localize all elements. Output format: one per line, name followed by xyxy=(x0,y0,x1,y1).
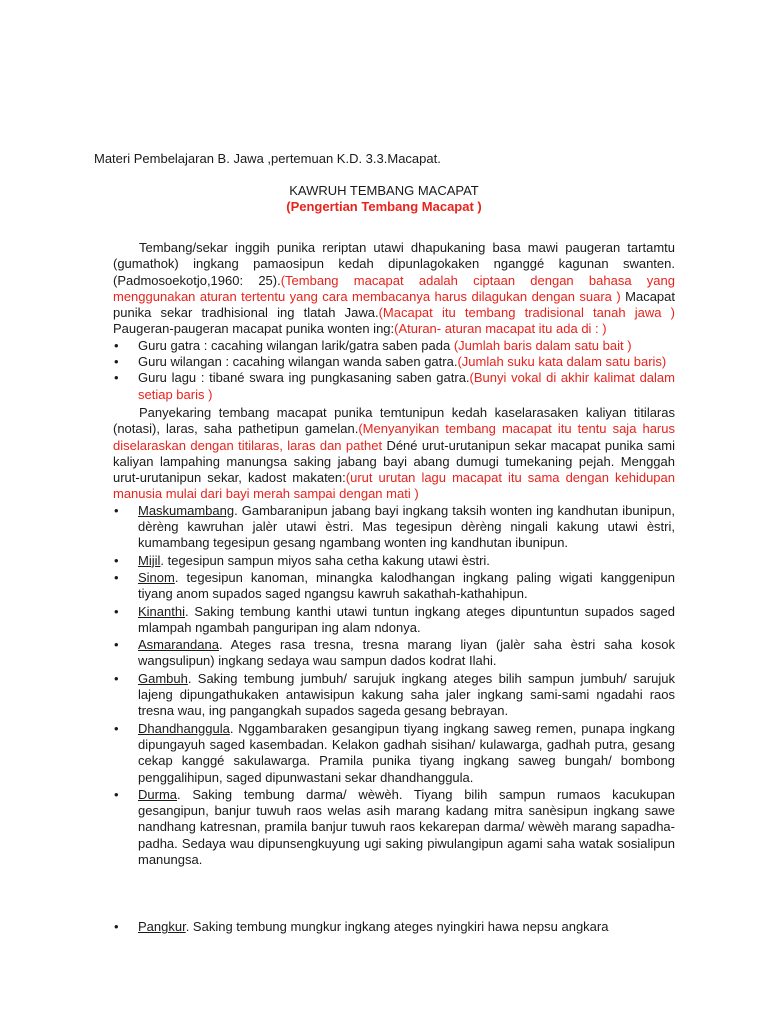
tembang-desc: . Saking tembung kanthi utawi tuntun ingkang ateges dipuntuntun supados saged mlampah ngambah panguripan ing alam ndonya. xyxy=(138,603,675,635)
intro-translation-1: (Tembang macapat adalah ciptaan dengan bahasa yang menggunakan aturan tertentu yang cara membacanya harus dilagukan dengan suara ) xyxy=(113,272,675,304)
tembang-desc: . Saking tembung jumbuh/ sarujuk ingkang ateges bilih sampun jumbuh/ sarujuk lajeng dipungathukaken antawisipun kakung saha jaler ingkang sami-sami ngadahi raos tresna wau, ing pangangkah supados sageda gesang bebrayan. xyxy=(138,670,675,719)
tembang-name: Dhandhanggula xyxy=(138,720,230,736)
tembang-desc: . Saking tembung darma/ wèwèh. Tiyang bilih sampun rumaos kacukupan gesangipun, banjur tuwuh raos welas asih marang kadang mitra sanèsipun ingkang sawe nandhang katresnan, pramila banjur tuwuh raos kekarepan darma/ wèwèh marang sapadha-padha. Sedaya wau dipunsengkuyung ugi saking piwulangipun agami saha watak sosialipun manungsa. xyxy=(138,786,675,867)
tembang-sinom xyxy=(113,570,675,603)
tembang-name: Mijil xyxy=(138,552,161,568)
tembang-name: Gambuh xyxy=(138,670,188,686)
rule-guru-gatra xyxy=(113,338,675,354)
intro-paragraph xyxy=(113,240,675,338)
tembang-name: Pangkur xyxy=(138,919,186,935)
document-subtitle: (Pengertian Tembang Macapat ) xyxy=(286,199,482,214)
tembang-list-continued xyxy=(113,919,675,935)
tembang-maskumambang xyxy=(113,503,675,552)
intro-text-1: Tembang/sekar inggih punika reriptan utawi dhapukaning basa mawi paugeran tartamtu (gumathok) ingkang pamaosipun kedah dipunlagokaken nganggé kagunan swanten. (Padmosoekotjo,1960: 25). xyxy=(113,240,675,288)
tembang-name: Sinom xyxy=(138,569,175,585)
rule-text: Guru gatra : cacahing wilangan larik/gatra saben pada xyxy=(138,337,454,353)
rule-guru-wilangan xyxy=(113,354,675,370)
sequence-text-1: Panyekaring tembang macapat punika temtunipun kedah kaselarasaken kaliyan titilaras (notasi), laras, saha pathetipun gamelan. xyxy=(113,404,675,437)
intro-translation-3: (Aturan- aturan macapat itu ada di : ) xyxy=(394,321,607,337)
tembang-kinanthi xyxy=(113,604,675,637)
rule-translation: (Jumlah suku kata dalam satu baris) xyxy=(457,354,667,370)
sequence-paragraph xyxy=(113,405,675,503)
sequence-text-2: Déné urut-urutanipun sekar macapat punika sami kaliyan lampahing manungsa saking jabang bayi abang dumugi tumekaning pejah. Menggah urut-urutanipun sekar, kadost makaten: xyxy=(113,437,675,486)
document-body xyxy=(113,240,675,936)
tembang-desc: . tegesipun sampun miyos saha cetha kakung utawi èstri. xyxy=(160,552,490,568)
sequence-translation-2: (urut urutan lagu macapat itu sama dengan kehidupan manusia mulai dari bayi merah sampai dengan mati ) xyxy=(113,470,675,502)
tembang-pangkur xyxy=(113,919,675,935)
tembang-list xyxy=(113,503,675,869)
tembang-desc: . Ateges rasa tresna, tresna marang liyan (jalèr saha èstri saha kosok wangsulipun) ingkang sedaya wau sampun dados kodrat Ilahi. xyxy=(138,637,675,669)
rule-translation: (Bunyi vokal di akhir kalimat dalam setiap baris ) xyxy=(138,370,675,402)
paugeran-list xyxy=(113,338,675,403)
tembang-desc: . Nggambaraken gesangipun tiyang ingkang saweg remen, punapa ingkang dipungayuh saged kasembadan. Kelakon gadhah sisihan/ kulawarga, gadhah putra, gesang cekap kanggé sakulawarga. Pramila punika tiyang ingkang saweg bungah/ bombong penggalihipun, saged dipunwastani sekar dhandhanggula. xyxy=(138,720,675,785)
document-header: Materi Pembelajaran B. Jawa ,pertemuan K.D. 3.3.Macapat. xyxy=(94,151,441,166)
page-gap xyxy=(113,869,675,919)
tembang-name: Asmarandana xyxy=(138,637,219,653)
tembang-durma xyxy=(113,787,675,868)
tembang-asmarandana xyxy=(113,637,675,670)
tembang-name: Kinanthi xyxy=(138,603,185,619)
intro-translation-2: (Macapat itu tembang tradisional tanah jawa ) xyxy=(378,305,675,321)
tembang-mijil xyxy=(113,553,675,569)
rule-translation: (Jumlah baris dalam satu bait ) xyxy=(453,337,632,353)
tembang-desc: . Gambaranipun jabang bayi ingkang taksih wonten ing kandhutan ibunipun, dèrèng kawruhan jalèr utawi èstri. Mas tegesipun dèrèng ningali kakung utawi èstri, kumambang tegesipun gesang ngambang wonten ing kandhutan ibunipun. xyxy=(138,502,675,551)
sequence-translation-1: (Menyanyikan tembang macapat itu tentu saja harus diselaraskan dengan titilaras, laras dan pathet xyxy=(113,421,675,453)
tembang-name: Maskumambang xyxy=(138,502,235,518)
rule-text: Guru wilangan : cacahing wilangan wanda saben gatra. xyxy=(138,354,458,370)
tembang-name: Durma xyxy=(138,786,178,802)
rule-guru-lagu xyxy=(113,370,675,403)
tembang-dhandhanggula xyxy=(113,721,675,786)
tembang-desc: . tegesipun kanoman, minangka kalodhangan ingkang paling wigati kanggenipun tiyang anom supados saged ngangsu kawruh sakathah-kathahipun. xyxy=(138,569,675,602)
intro-text-2: Macapat punika sekar tradhisional ing tlatah Jawa. xyxy=(113,288,675,321)
tembang-desc: . Saking tembung mungkur ingkang ateges nyingkiri hawa nepsu angkara xyxy=(185,919,609,935)
rule-text: Guru lagu : tibané swara ing pungkasaning saben gatra. xyxy=(138,370,470,386)
tembang-gambuh xyxy=(113,671,675,720)
intro-text-3: Paugeran-paugeran macapat punika wonten ing: xyxy=(113,321,395,337)
document-title: KAWRUH TEMBANG MACAPAT xyxy=(289,183,479,198)
